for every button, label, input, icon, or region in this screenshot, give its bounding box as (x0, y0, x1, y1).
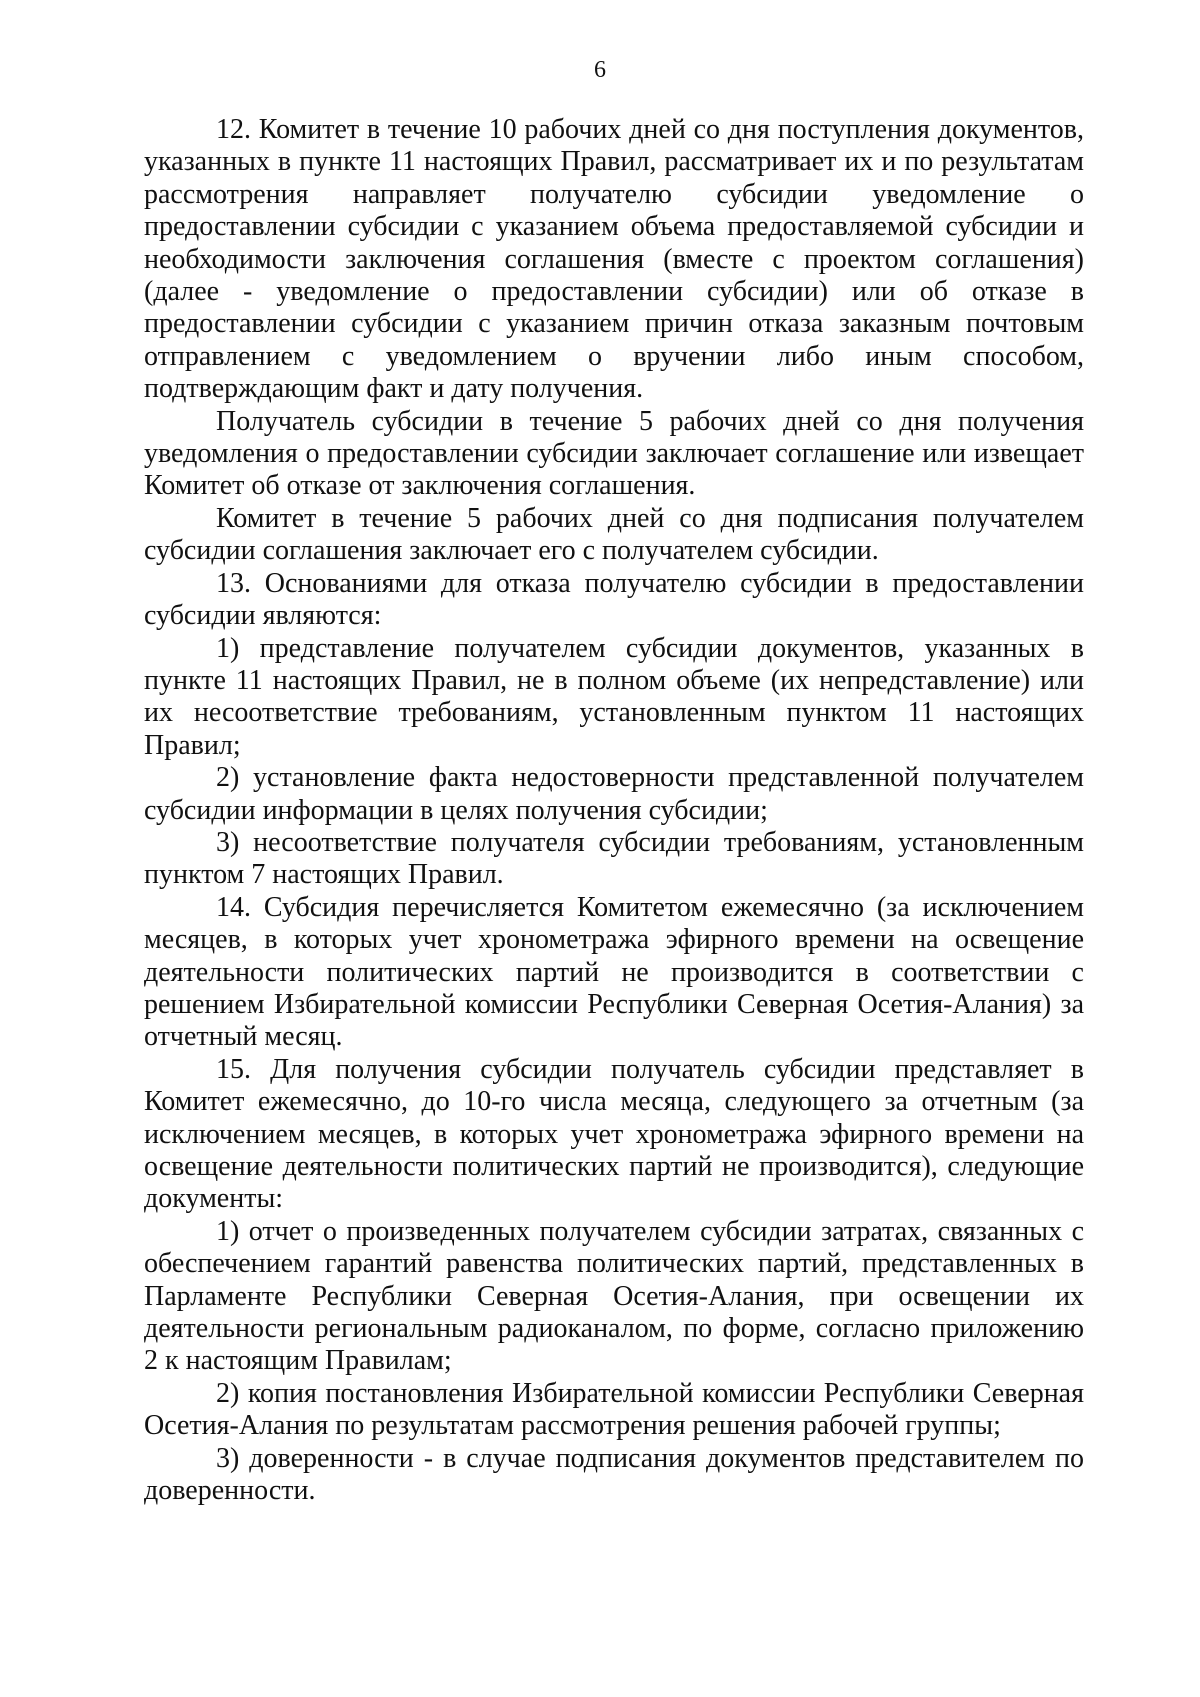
paragraph-15: 15. Для получения субсидии получатель субсидии представляет в Комитет ежемесячно, до 10-го числа месяца, следующего за отчетным (за исключением месяцев, в которых учет хронометража эфирного времени на освещение деятельности политических партий не производится), следующие документы: (144, 1053, 1084, 1215)
paragraph-12: 12. Комитет в течение 10 рабочих дней со дня поступления документов, указанных в пункте 11 настоящих Правил, рассматривает их и по результатам рассмотрения направляет получателю субсидии уведомление о предоставлении субсидии с указанием объема предоставляемой субсидии и необходимости заключения соглашения (вместе с проектом соглашения) (далее - уведомление о предоставлении субсидии) или об отказе в предоставлении субсидии с указанием причин отказа заказным почтовым отправлением с уведомлением о вручении либо иным способом, подтверждающим факт и дату получения. (144, 114, 1084, 405)
paragraph-13: 13. Основаниями для отказа получателю субсидии в предоставлении субсидии являются: (144, 567, 1084, 632)
paragraph-15-item-2: 2) копия постановления Избирательной комиссии Республики Северная Осетия-Алания по результатам рассмотрения решения рабочей группы; (144, 1377, 1084, 1442)
paragraph-15-item-3: 3) доверенности - в случае подписания документов представителем по доверенности. (144, 1442, 1084, 1507)
page-number: 6 (594, 57, 606, 83)
document-body (144, 114, 1084, 1507)
paragraph-committee-agreement: Комитет в течение 5 рабочих дней со дня подписания получателем субсидии соглашения заключает его с получателем субсидии. (144, 502, 1084, 567)
paragraph-13-item-3: 3) несоответствие получателя субсидии требованиям, установленным пунктом 7 настоящих Правил. (144, 826, 1084, 891)
paragraph-13-item-1: 1) представление получателем субсидии документов, указанных в пункте 11 настоящих Правил, не в полном объеме (их непредставление) или их несоответствие требованиям, установленным пунктом 11 настоящих Правил; (144, 632, 1084, 761)
paragraph-14: 14. Субсидия перечисляется Комитетом ежемесячно (за исключением месяцев, в которых учет хронометража эфирного времени на освещение деятельности политических партий не производится в соответствии с решением Избирательной комиссии Республики Северная Осетия-Алания) за отчетный месяц. (144, 891, 1084, 1053)
paragraph-recipient-response: Получатель субсидии в течение 5 рабочих дней со дня получения уведомления о предоставлении субсидии заключает соглашение или извещает Комитет об отказе от заключения соглашения. (144, 405, 1084, 502)
paragraph-15-item-1: 1) отчет о произведенных получателем субсидии затратах, связанных с обеспечением гарантий равенства политических партий, представленных в Парламенте Республики Северная Осетия-Алания, при освещении их деятельности региональным радиоканалом, по форме, согласно приложению 2 к настоящим Правилам; (144, 1215, 1084, 1377)
paragraph-13-item-2: 2) установление факта недостоверности представленной получателем субсидии информации в целях получения субсидии; (144, 762, 1084, 826)
